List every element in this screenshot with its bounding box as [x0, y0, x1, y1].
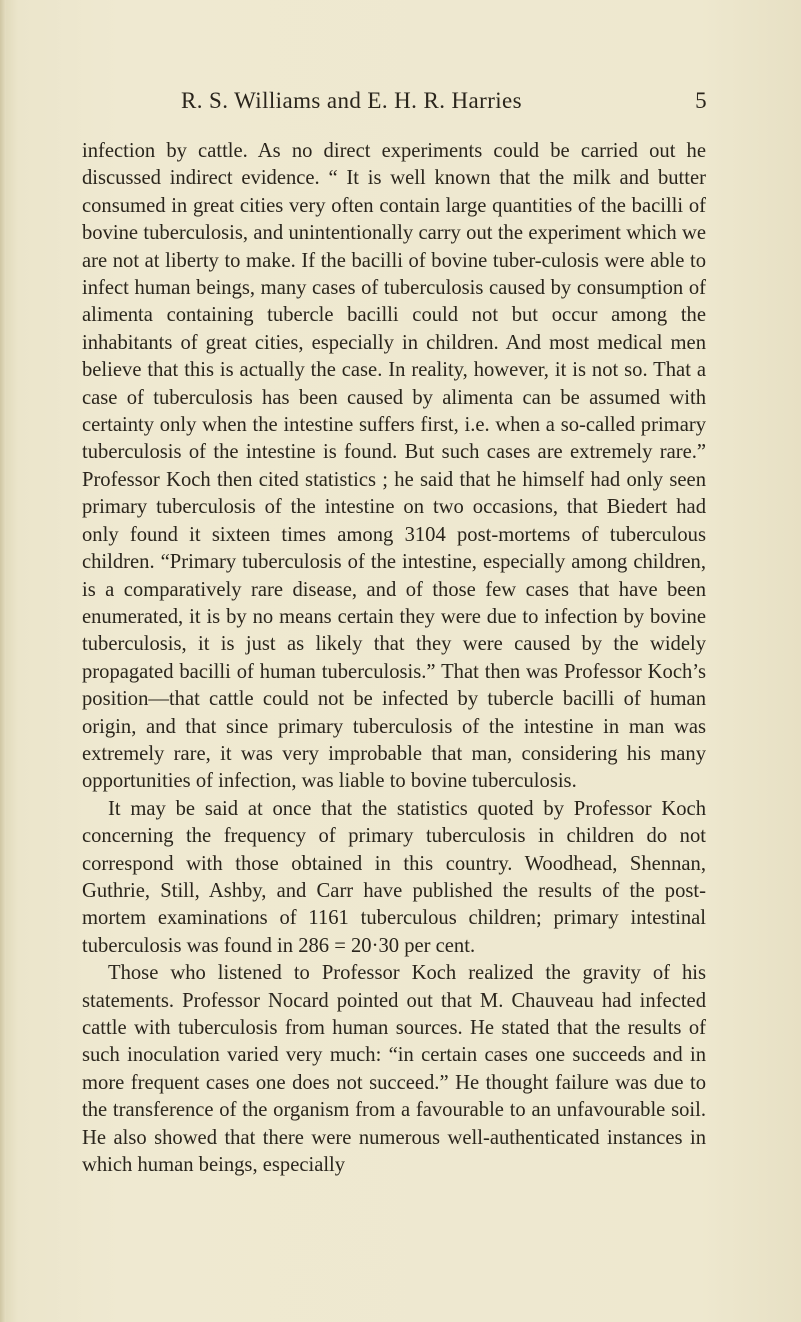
- page-header: [181, 88, 707, 124]
- paragraph-3: Those who listened to Professor Koch realized the gravity of his statements. Professor Nocard pointed out that M. Chauveau had infected cattle with tuberculosis from human sources. He stated that the results of such inoculation varied very much: “in certain cases one succeeds and in more frequent cases one does not succeed.” He thought failure was due to the transference of the organism from a favourable to an unfavourable soil. He also showed that there were numerous well-authenticated instances in which human beings, especially: [82, 962, 706, 1177]
- paragraph-1: infection by cattle. As no direct experiments could be carried out he discussed indirect evidence. “ It is well known that the milk and butter consumed in great cities very often contain large quantities of the bacilli of bovine tuberculosis, and unintentionally carry out the experiment which we are not at liberty to make. If the bacilli of bovine tuber-culosis were able to infect human beings, many cases of tuberculosis caused by consumption of alimenta containing tubercle bacilli could not but occur among the inhabitants of great cities, especially in children. And most medical men believe that this is actually the case. In reality, however, it is not so. That a case of tuberculosis has been caused by alimenta can be assumed with certainty only when the intestine suffers first, i.e. when a so-called primary tuberculosis of the intestine is found. But such cases are extremely rare.” Professor Koch then cited statistics ; he said that he himself had only seen primary tuberculosis of the intestine on two occasions, that Biedert had only found it sixteen times among 3104 post-mortems of tuberculous children. “Primary tuberculosis of the intestine, especially among children, is a comparatively rare disease, and of those few cases that have been enumerated, it is by no means certain they were due to infection by bovine tuberculosis, it is just as likely that they were caused by the widely propagated bacilli of human tuberculosis.” That then was Professor Koch’s position—that cattle could not be infected by tubercle bacilli of human origin, and that since primary tuberculosis of the intestine in man was extremely rare, it was very improbable that man, considering his many opportunities of infection, was liable to bovine tuberculosis.: [82, 140, 706, 793]
- running-title: R. S. Williams and E. H. R. Harries: [181, 88, 523, 113]
- body-text: [82, 138, 706, 1179]
- page-binding-shadow: [0, 0, 6, 1322]
- page-number: 5: [695, 88, 707, 113]
- paragraph-2: It may be said at once that the statistics quoted by Professor Koch concerning the frequency of primary tuberculosis in children do not correspond with those obtained in this country. Woodhead, Shennan, Guthrie, Still, Ashby, and Carr have published the results of the post-mortem examinations of 1161 tuberculous children; primary intestinal tuberculosis was found in 286 = 20·30 per cent.: [82, 797, 706, 957]
